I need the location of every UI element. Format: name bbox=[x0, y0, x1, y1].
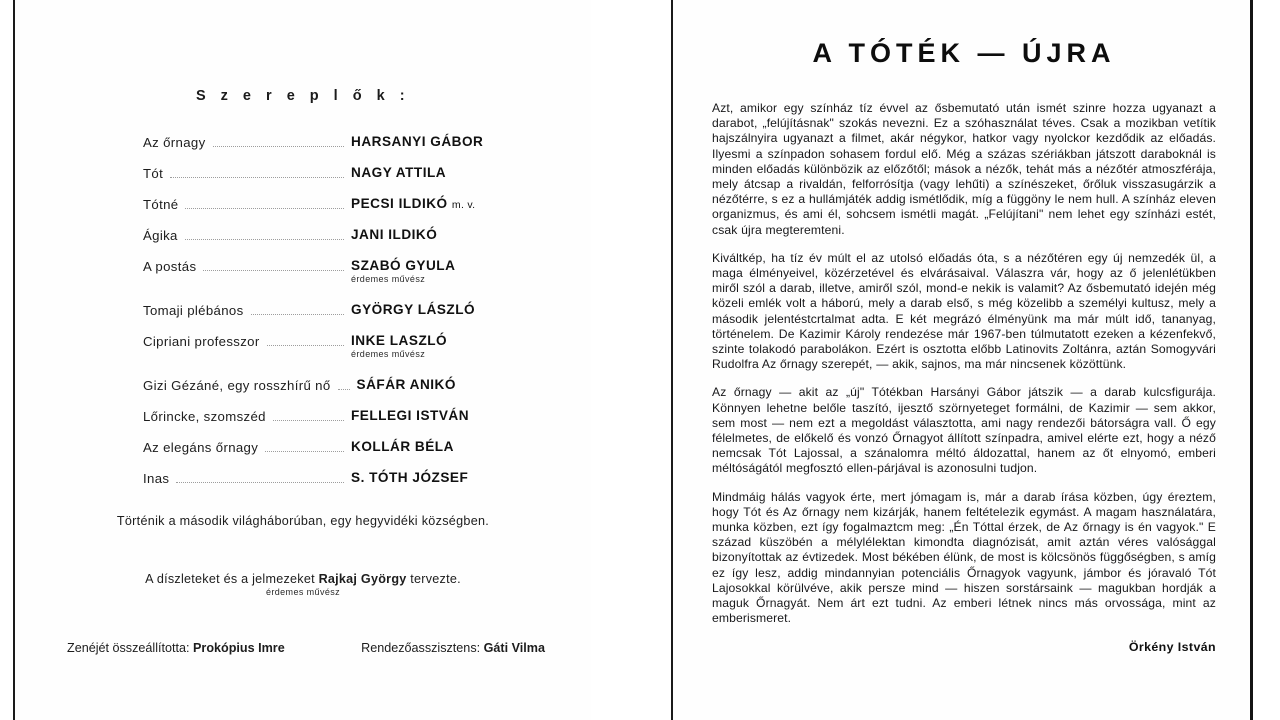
design-credit bbox=[43, 572, 563, 597]
cast-actor-name-text: S. TÓTH JÓZSEF bbox=[351, 470, 469, 485]
cast-list bbox=[43, 134, 563, 486]
cast-actor-name-text: SZABÓ GYULA bbox=[351, 258, 456, 273]
bottom-credits bbox=[43, 641, 563, 655]
left-page-content bbox=[15, 0, 591, 720]
cast-actor-block bbox=[351, 134, 523, 149]
cast-row bbox=[143, 165, 523, 181]
cast-row bbox=[143, 470, 523, 486]
cast-actor-block bbox=[357, 377, 529, 392]
cast-row bbox=[143, 302, 523, 318]
right-page-content bbox=[673, 0, 1250, 720]
cast-actor-name bbox=[351, 196, 523, 211]
cast-actor-name-text: SÁFÁR ANIKÓ bbox=[356, 377, 456, 392]
cast-role: Tomaji plébános bbox=[143, 303, 244, 318]
design-credit-name: Rajkaj György bbox=[318, 572, 407, 586]
cast-role: Az őrnagy bbox=[143, 135, 206, 150]
cast-leader-dots bbox=[213, 134, 344, 150]
cast-actor-block bbox=[351, 470, 523, 485]
cast-actor-honorific: érdemes művész bbox=[351, 274, 426, 284]
essay-body bbox=[712, 101, 1216, 627]
cast-row bbox=[143, 227, 523, 243]
cast-actor-name-text: NAGY ATTILA bbox=[351, 165, 447, 180]
page-gutter bbox=[591, 0, 671, 720]
cast-leader-dots bbox=[170, 165, 344, 181]
cast-role: Az elegáns őrnagy bbox=[143, 440, 259, 455]
cast-leader-dots bbox=[265, 439, 344, 455]
cast-leader-dots bbox=[338, 377, 350, 393]
cast-actor-honorific: érdemes művész bbox=[351, 349, 426, 359]
cast-actor-block bbox=[351, 165, 523, 180]
cast-row bbox=[143, 134, 523, 150]
cast-actor-name-text: INKE LASZLÓ bbox=[351, 333, 448, 348]
cast-row bbox=[143, 258, 523, 284]
assistant-credit bbox=[361, 641, 545, 655]
cast-actor-name bbox=[351, 165, 523, 180]
cast-actor-name-text: KOLLÁR BÉLA bbox=[351, 439, 454, 454]
cast-actor-name bbox=[351, 408, 523, 423]
essay-paragraph: Mindmáig hálás vagyok érte, mert jómagam is, már a darab írása közben, úgy éreztem, hogy Tót és Az őrnagy nem kizárják, hanem feltételezik egymást. A magam használatára, munka közben, ezt így fogalmaztcm meg: „Én Tóttal érzek, de Az őrnagy is én vagyok." E század küszöbén a mélylélektan kimondta diagnózisát, amit aztán véres valósággal bizonyítottak az évtizedek. Most békében élünk, de most is kölcsönös függőségben, s amíg ez így lesz, addig mindannyian potenciális Őrnagyok vagyunk, jámbor és jóravaló Tót Lajosokkal körülvéve, akik persze mind — hiszen sorstársaink — magukban hordják a maguk Őrnagyát. Nem árt ezt tudni. Az emberi létnek nincs más orvossága, mint az emberismeret. bbox=[712, 489, 1216, 626]
essay-paragraph: Kiváltkép, ha tíz év múlt el az utolsó előadás óta, s a nézőtéren egy új nemzedék ül, a maga élményeivel, közérzetével és elvárásaival. Válaszra vár, hogy az ő jelenlétükben miről szól a darab, illetve, amiről szól, mond-e nekik is valamit? Az ősbemutató idején még közeli emlék volt a háború, mely a darab első, s még közelibb a személyi kultusz, mely a második jelentéstcrtalmat adta. E két megrázó élményünk ma már múlt idő, tananyag, történelem. De Kazimir Károly rendezése már 1967-ben túlmutatott ezeken a kézenfekvő, szinte tolakodó parabolákon. Ezért is osztotta előbb Latinovits Zoltánra, aztán Somogyvári Rudolfra Az őrnagy szerepét, — akik, sajnos, ma már nincsenek közöttünk. bbox=[712, 250, 1216, 372]
cast-actor-name-text: PECSI ILDIKÓ bbox=[351, 196, 448, 211]
cast-actor-block bbox=[351, 227, 523, 242]
cast-actor-block bbox=[351, 333, 523, 359]
cast-actor-name bbox=[351, 470, 523, 485]
cast-actor-name bbox=[357, 377, 529, 392]
design-credit-honorific: érdemes művész bbox=[265, 587, 341, 597]
cast-heading: S z e r e p l ő k : bbox=[195, 88, 411, 104]
cast-row bbox=[143, 196, 523, 212]
cast-actor-block bbox=[351, 258, 523, 284]
cast-role: A postás bbox=[143, 259, 197, 274]
essay-paragraph: Az őrnagy — akit az „új" Tótékban Harsányi Gábor játszik — a darab kulcsfigurája. Könnyen lehetne belőle taszító, ijesztő szörnyeteget formálni, de Kazimir — sem akkor, sem most — nem ezt a megoldást választotta, ami nagy rendezői bátorságra vall. Ő egy félelmetes, de előkelő és vonzó Őrnagyot állított színpadra, amivel elérte ezt, hogy a néző nemcsak Tót Lajossal, a szánalomra méltó áldozattal, hanem az őt elnyomó, emberi méltóságától megfosztó ellen-párjával is azonosulni tudjon. bbox=[712, 385, 1216, 476]
design-credit-suffix: tervezte. bbox=[406, 572, 461, 586]
music-credit-label: Zenéjét összeállította: bbox=[67, 641, 194, 655]
cast-leader-dots bbox=[185, 196, 344, 212]
cast-actor-name-text: FELLEGI ISTVÁN bbox=[351, 408, 470, 423]
cast-leader-dots bbox=[273, 408, 344, 424]
music-credit-name: Prokópius Imre bbox=[193, 641, 285, 655]
left-page bbox=[13, 0, 593, 720]
cast-actor-name bbox=[351, 258, 523, 273]
cast-actor-name-text: HARSANYI GÁBOR bbox=[351, 134, 484, 149]
cast-actor-name bbox=[351, 333, 523, 348]
cast-actor-name-text: JANI ILDIKÓ bbox=[351, 227, 438, 242]
cast-actor-name bbox=[351, 439, 523, 454]
cast-actor-name bbox=[351, 302, 523, 317]
cast-role: Gizi Gézáné, egy rosszhírű nő bbox=[143, 378, 331, 393]
cast-role: Ágika bbox=[143, 228, 178, 243]
right-page bbox=[671, 0, 1253, 720]
cast-row bbox=[143, 377, 523, 393]
cast-actor-block bbox=[351, 302, 523, 317]
cast-actor-name-text: GYÖRGY LÁSZLÓ bbox=[351, 302, 476, 317]
cast-row bbox=[143, 439, 523, 455]
cast-actor-name bbox=[351, 227, 523, 242]
setting-note: Történik a második világháborúban, egy hegyvidéki községben. bbox=[116, 514, 490, 528]
cast-role: Lőrincke, szomszéd bbox=[143, 409, 266, 424]
cast-role: Tót bbox=[143, 166, 164, 181]
cast-row bbox=[143, 408, 523, 424]
cast-leader-dots bbox=[203, 258, 344, 274]
cast-role: Inas bbox=[143, 471, 170, 486]
essay-signature: Örkény István bbox=[1128, 639, 1216, 654]
cast-row bbox=[143, 333, 523, 359]
essay-paragraph: Azt, amikor egy színház tíz évvel az ősbemutató után ismét szinre hozza ugyanazt a darabot, „felújításnak" szokás nevezni. Ez a szóhasználat téves. Csak a mozikban vetítik hajszálnyira ugyanazt a filmet, akár négykor, hatkor vagy nyolckor kezdődik az előadás. Ilyesmi a színpadon sohasem fordul elő. Még a százas szériákban játszott daraboknál is minden előadás különbözik az előzőtől; mások a nézők, tehát más a nézőtér atmoszférája, mely átcsap a rivaldán, felforrósítja (vagy lehűti) a színészeket, őrőluk visszasugárzik a nézőtérre, s ez a hullámjáték addig ismétlődik, míg a függöny le nem hull. A színház eleven organizmus, és ami él, sohcsem ismétli magát. „Felújítani" nem lehet egy színházi estét, csak újra megteremteni. bbox=[712, 101, 1216, 237]
essay-title: A TÓTÉK — ÚJRA bbox=[812, 38, 1116, 68]
cast-role: Cipriani professzor bbox=[143, 334, 260, 349]
cast-leader-dots bbox=[251, 302, 344, 318]
music-credit bbox=[67, 641, 285, 655]
cast-actor-name bbox=[351, 134, 523, 149]
cast-actor-guest-suffix: m. v. bbox=[451, 199, 476, 211]
assistant-credit-label: Rendezőasszisztens: bbox=[361, 641, 484, 655]
cast-leader-dots bbox=[267, 333, 344, 349]
cast-role: Tótné bbox=[143, 197, 179, 212]
cast-actor-block bbox=[351, 408, 523, 423]
assistant-credit-name: Gáti Vilma bbox=[483, 641, 545, 655]
cast-leader-dots bbox=[185, 227, 344, 243]
design-credit-prefix: A díszleteket és a jelmezeket bbox=[145, 572, 319, 586]
cast-actor-block bbox=[351, 439, 523, 454]
design-credit-line bbox=[43, 572, 563, 586]
cast-leader-dots bbox=[176, 470, 344, 486]
cast-actor-block bbox=[351, 196, 523, 211]
